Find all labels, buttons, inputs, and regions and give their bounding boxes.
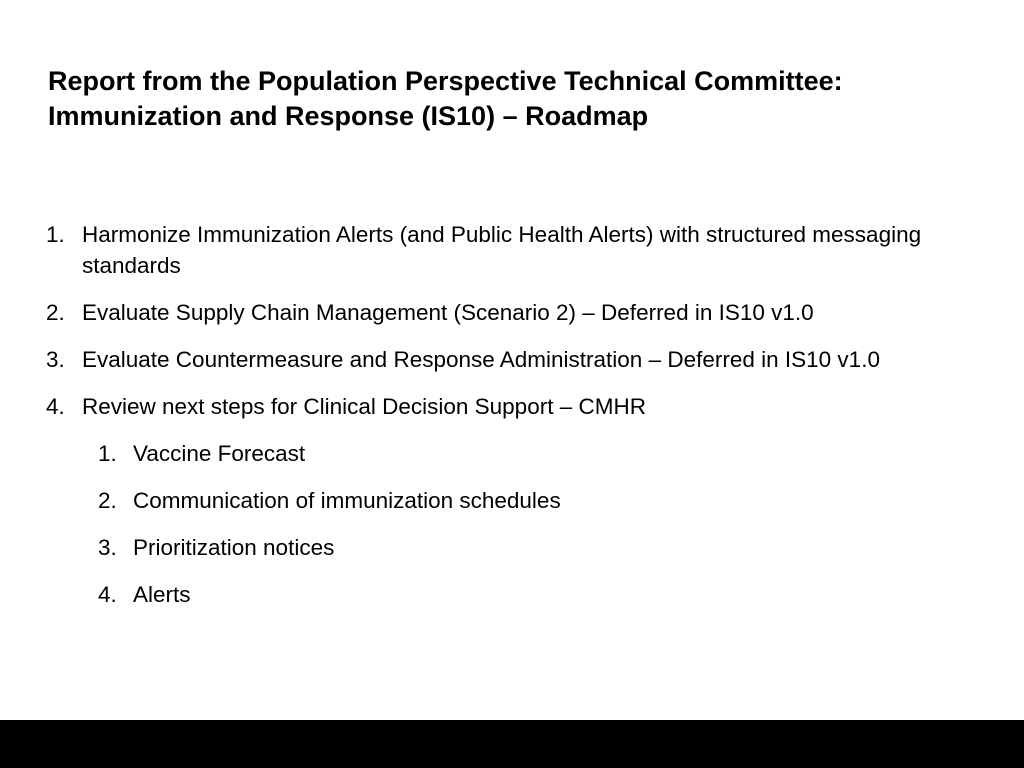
- sub-list-item-text: Communication of immunization schedules: [133, 488, 561, 513]
- sub-list-item-number: 2.: [98, 488, 117, 513]
- title-line-2: Immunization and Response (IS10) – Roadmap: [48, 101, 649, 131]
- roadmap-list: [46, 219, 1006, 626]
- list-item-number: 2.: [46, 300, 65, 325]
- sub-list-item-number: 3.: [98, 535, 117, 560]
- slide-title: [48, 64, 998, 134]
- sub-list-item-number: 1.: [98, 441, 117, 466]
- bottom-bar: [0, 720, 1024, 768]
- sub-list-item: [46, 579, 1006, 610]
- sub-list-item-text: Alerts: [133, 582, 191, 607]
- list-item: [46, 219, 1006, 281]
- list-item-number: 4.: [46, 394, 65, 419]
- list-item-text: Evaluate Supply Chain Management (Scenario 2) – Deferred in IS10 v1.0: [82, 300, 814, 325]
- sub-list-item-text: Prioritization notices: [133, 535, 335, 560]
- sub-list-item: [46, 485, 1006, 516]
- title-line-1: Report from the Population Perspective Technical Committee:: [48, 66, 843, 96]
- list-item-text: Review next steps for Clinical Decision Support – CMHR: [82, 394, 646, 419]
- list-item: [46, 297, 1006, 328]
- sub-list-item: [46, 438, 1006, 469]
- list-item: [46, 344, 1006, 375]
- sub-list-item: [46, 532, 1006, 563]
- list-item: [46, 391, 1006, 422]
- list-item-text: Harmonize Immunization Alerts (and Public Health Alerts) with structured messaging standards: [82, 222, 922, 278]
- list-item-number: 3.: [46, 347, 65, 372]
- sub-list-item-text: Vaccine Forecast: [133, 441, 306, 466]
- list-item-number: 1.: [46, 222, 65, 247]
- sub-list-item-number: 4.: [98, 582, 117, 607]
- list-item-text: Evaluate Countermeasure and Response Administration – Deferred in IS10 v1.0: [82, 347, 880, 372]
